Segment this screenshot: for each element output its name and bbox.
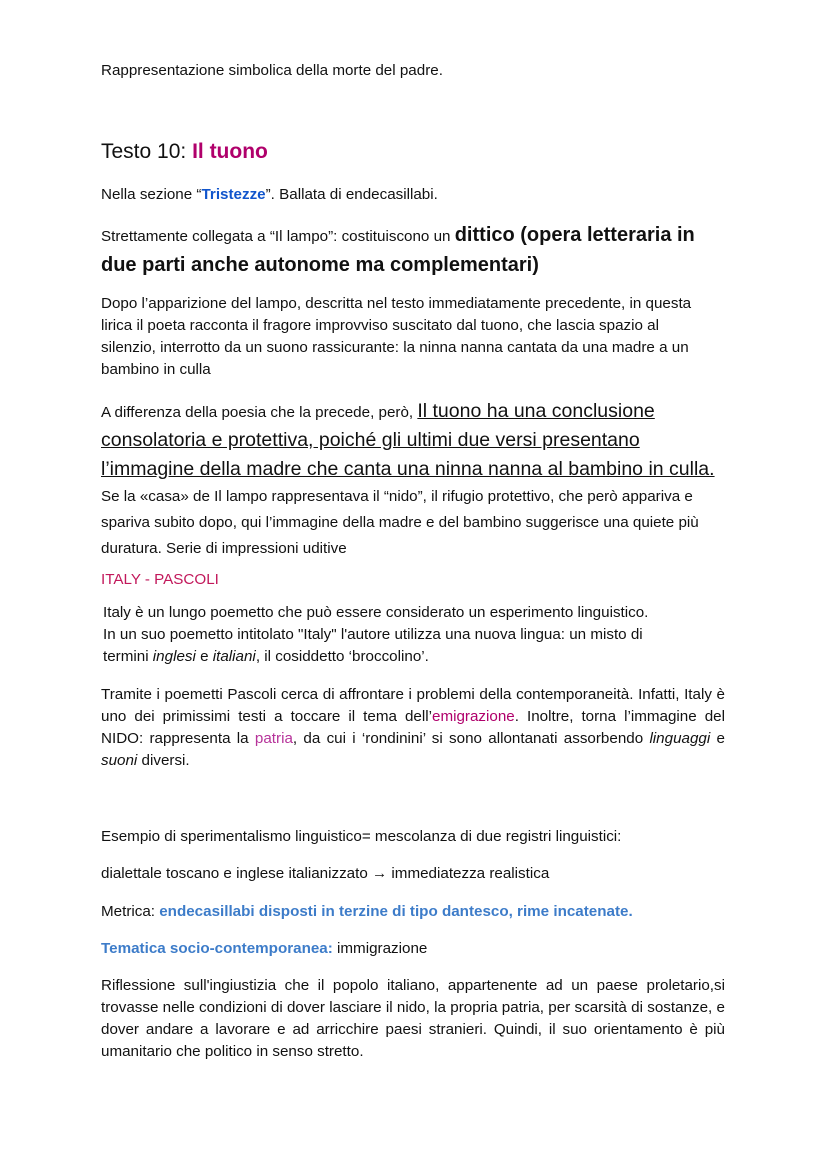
sezione-tristezze: Tristezze: [201, 186, 266, 203]
conclusione-post: Se la «casa» de Il lampo rappresentava il “nido”, il rifugio protettivo, che però appariva e spariva subito dopo, qui l’immagine della madre e del bambino suggerisce una quiete più duratura. Serie di impressioni uditive: [101, 488, 699, 557]
paragraph-lampo: Dopo l’apparizione del lampo, descritta nel testo immediatamente precedente, in questa lirica il poeta racconta il fragore improvviso suscitato dal tuono, che lascia spazio al silenzio, interrotto da un suono rassicurante: la ninna nanna cantata da una madre a un bambino in culla: [101, 295, 692, 378]
poemetti-t1: Tramite i poemetti Pascoli cerca di affrontare i problemi della contemporaneità. Infatti, Italy è uno dei primissimi testi a toccare il tema dell’: [101, 686, 725, 725]
metrica-value: endecasillabi disposti in terzine di tipo dantesco, rime incatenate.: [159, 903, 633, 920]
italy-italiani: italiani: [212, 648, 256, 665]
italy-inglesi: inglesi: [152, 648, 196, 665]
italy-line-1: Italy è un lungo poemetto che può essere considerato un esperimento linguistico.: [103, 604, 649, 621]
paragraph-dittico: [101, 221, 711, 281]
italy-line-3-pre: termini: [103, 648, 153, 665]
tematica-value: immigrazione: [332, 940, 428, 957]
italy-line-2: In un suo poemetto intitolato "Italy" l'autore utilizza una nuova lingua: un misto di: [103, 626, 643, 643]
poemetti-t4: e: [710, 730, 725, 747]
italy-line-3-post: , il cosiddetto ‘broccolino’.: [255, 648, 429, 665]
paragraph-poemetti: [101, 684, 725, 772]
poemetti-patria: patria: [254, 730, 293, 747]
italy-line-3-mid: e: [195, 648, 213, 665]
paragraph-tematica: [101, 938, 731, 960]
conclusione-underlined: Il tuono ha una conclusione consolatoria e protettiva, poiché gli ultimi due versi presentano l’immagine della madre che canta una ninna nanna al bambino in culla.: [101, 400, 715, 480]
paragraph-italy-intro: [103, 602, 733, 668]
sezione-post: ”. Ballata di endecasillabi.: [265, 186, 438, 203]
metrica-label: Metrica:: [101, 903, 160, 920]
heading-testo-10: [101, 138, 731, 166]
poemetti-suoni: suoni: [101, 752, 138, 769]
heading-title: Il tuono: [192, 140, 268, 163]
paragraph-registri: dialettale toscano e inglese italianizzato → immediatezza realistica: [101, 865, 550, 882]
paragraph-morte-padre: Rappresentazione simbolica della morte del padre.: [101, 62, 443, 79]
poemetti-t3: , da cui i ‘rondinini’ si sono allontanati assorbendo: [292, 730, 650, 747]
paragraph-sezione: [101, 184, 731, 206]
dittico-bold: dittico (opera letteraria in due parti anche autonome ma complementari): [101, 224, 695, 276]
paragraph-riflessione: Riflessione sull'ingiustizia che il popolo italiano, appartenente ad un paese proletario,si trovasse nelle condizioni di dover lasciare il nido, la propria patria, per scarsità di sostanze, e dover andare a lavorare e ad arricchire paesi stranieri. Quindi, il suo orientamento è più umanitario che politico in senso stretto.: [101, 977, 725, 1060]
tematica-label: Tematica socio-contemporanea:: [101, 940, 333, 957]
paragraph-sperimentalismo: Esempio di sperimentalismo linguistico= mescolanza di due registri linguistici:: [101, 828, 622, 845]
poemetti-emigrazione: emigrazione: [432, 708, 515, 725]
dittico-pre: Strettamente collegata a “Il lampo”: costituiscono un: [101, 228, 455, 245]
sezione-pre: Nella sezione “: [101, 186, 202, 203]
poemetti-t2: . Inoltre, torna l’immagine del NIDO: rappresenta la: [101, 708, 725, 747]
conclusione-pre: A differenza della poesia che la precede, però,: [101, 404, 418, 421]
heading-prefix: Testo 10:: [101, 140, 193, 163]
poemetti-linguaggi: linguaggi: [649, 730, 711, 747]
section-title-italy: ITALY - PASCOLI: [101, 571, 219, 588]
poemetti-t5: diversi.: [137, 752, 190, 769]
paragraph-metrica: [101, 901, 731, 923]
italy-line-3: [103, 646, 733, 668]
paragraph-conclusione: [101, 397, 721, 562]
